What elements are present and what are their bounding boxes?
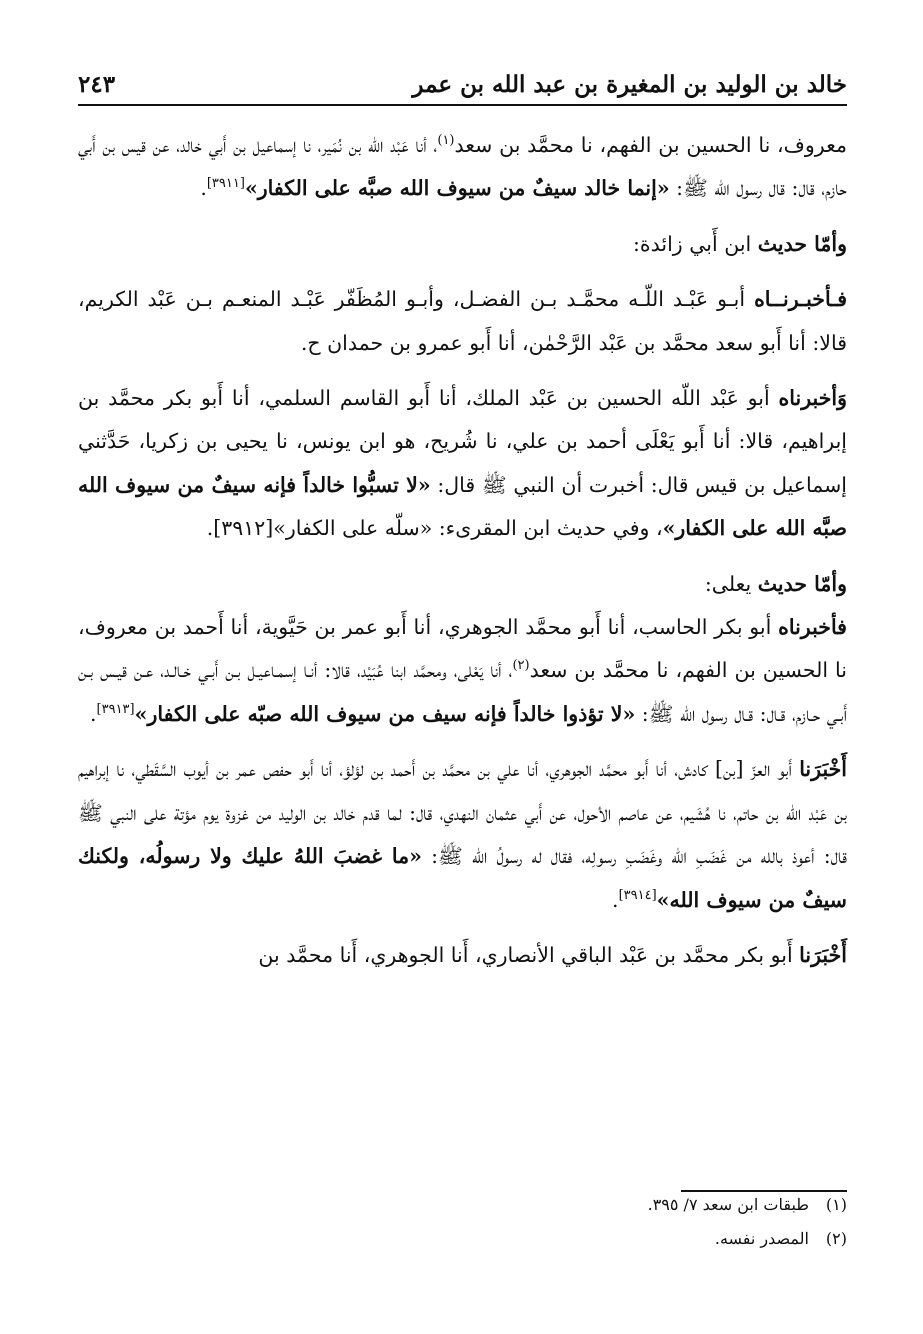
- paragraph-text: أَبو بكر محمَّد بن عَبْد الباقي الأنصاري، أَنا الجوهري، أَنا محمَّد بن: [258, 942, 800, 967]
- footnote-number: (٢): [825, 1229, 847, 1248]
- paragraph: [78, 563, 847, 606]
- paragraph-lead: وَأخبرناه: [778, 386, 847, 411]
- page-number: ٢٤٣: [78, 71, 116, 98]
- hadith-reference: [٣٩١٤]: [618, 887, 657, 903]
- paragraph-text: .: [200, 176, 207, 201]
- paragraph-text: أبو بكر الحاسب، أنا أَبو محمَّد الجوهري، أنا أَبو عمر بن حَيَّوية، أنا أَحمد بن معروف، نا الحسين بن الفهم، نا محمَّد بن سعد: [78, 615, 847, 683]
- paragraph-text: ، وفي حديث ابن المقرىء: «سلّه على الكفار»[٣٩١٢].: [206, 516, 663, 541]
- paragraph: [78, 748, 847, 922]
- paragraph-lead: فـأخبـرنــاه: [754, 287, 847, 312]
- paragraph-lead: وأمّا حديث: [757, 571, 847, 596]
- footnote-number: (١): [825, 1195, 847, 1214]
- running-title: خالد بن الوليد بن المغيرة بن عبد الله بن عمر: [412, 71, 847, 98]
- hadith-reference: [٣٩١٣]: [96, 702, 135, 718]
- hadith-reference: [٣٩١١]: [206, 176, 245, 192]
- paragraph: [78, 124, 847, 211]
- hadith-quote: «إنما خالد سيفٌ من سيوف الله صبَّه على الكفار»: [244, 176, 670, 201]
- paragraph-text: ، أنا عَبْد اللّه بن نُمَير، نا إسماعيل بن أَبي خالد، عن قيس بن أَبي حازم، قال: قال رسول الله ﷺ:: [78, 133, 847, 201]
- footnote-text: المصدر نفسه.: [714, 1229, 809, 1248]
- paragraph-lead: وأمّا حديث: [757, 231, 847, 256]
- paragraph-lead: فأخبرناه: [778, 615, 847, 640]
- footnote-marker[interactable]: (٢): [512, 658, 530, 674]
- page-header: [78, 62, 847, 106]
- paragraph-text: ابن أَبي زائدة:: [633, 231, 758, 256]
- paragraph-text: أَبو العزّ [بن] كادش، أنا أَبو محمَّد الجوهري، أنا علي بن محمَّد بن أَحمد بن لؤلؤ، أنا أَبو حفص عمر بن أيوب السَّقَطي، نا إبراهيم بن عَبْد اللّه بن حاتم، نا هُشَيم، عن عاصم الأحول، عن أَبي عثمان النهدي، قال: لما قدم خالد بن الوليد من غزوة يوم مؤتة على النبي ﷺ قال: أعوذ بالله من غَضَبِ الله وغَضَبِ رسولِه، فقال له رسولُ الله ﷺ:: [78, 757, 847, 869]
- paragraph-text: أبو عَبْد اللّه الحسين بن عَبْد الملك، أنا أَبو القاسم السلمي، أنا أَبو بكر محمَّد بن إبراهيم، قالا: أنا أَبو يَعْلَى أحمد بن علي، نا شُريح، هو ابن يونس، نا يحيى بن زكريا، حَدَّثني إسماعيل بن قيس قال: أخبرت أن النبي ﷺ قال:: [78, 386, 848, 497]
- paragraph-text: أبـو عَبْـد اللّـه محمَّـد بـن الفضـل، وأبـو المُظَفّر عَبْـد المنعـم بـن عَبْد الكريم، قالا: أنا أَبو سعد محمَّد بن عَبْد الرَّحْمٰن، أنا أَبو عمرو بن حمدان ح.: [78, 287, 847, 355]
- paragraph: [78, 377, 847, 551]
- footnote-text: طبقات ابن سعد ٧/ ٣٩٥.: [647, 1195, 809, 1214]
- paragraph: [78, 934, 847, 977]
- body-text: [78, 124, 847, 977]
- footnote-marker[interactable]: (١): [437, 133, 455, 149]
- hadith-quote: «لا تسبُّوا خالداً فإنه سيفٌ من سيوف الله صبَّه الله على الكفار»: [78, 472, 847, 541]
- paragraph: [78, 278, 847, 365]
- paragraph-text: .: [90, 701, 97, 726]
- footnote: [78, 1222, 847, 1256]
- paragraph-lead: أَخْبَرَنا: [799, 942, 847, 967]
- paragraph-text: .: [612, 887, 619, 912]
- paragraph-text: معروف، نا الحسين بن الفهم، نا محمَّد بن سعد: [454, 133, 847, 157]
- paragraph-lead: أَخْبَرَنا: [799, 757, 848, 782]
- paragraph: [78, 223, 847, 266]
- hadith-quote: «ما غضبَ اللهُ عليك ولا رسولُه، ولكنك سيفٌ من سيوف الله»: [78, 844, 847, 912]
- footnotes: [78, 1188, 847, 1256]
- paragraph: [78, 606, 847, 736]
- paragraph-text: يعلى:: [704, 571, 758, 596]
- paragraph-text: ، أنا يَعْلى، ومحمَّد ابنا عُبَيْد، قالا: أنـا إسمـاعيـل بـن أَبـي خـالـد، عـن قيـس بـن أَبـي حـازم، قـال: قـال رسول الله ﷺ:: [78, 658, 847, 726]
- footnote: [78, 1188, 847, 1222]
- hadith-quote: «لا تؤذوا خالداً فإنه سيف من سيوف الله صبّه على الكفار»: [134, 701, 636, 726]
